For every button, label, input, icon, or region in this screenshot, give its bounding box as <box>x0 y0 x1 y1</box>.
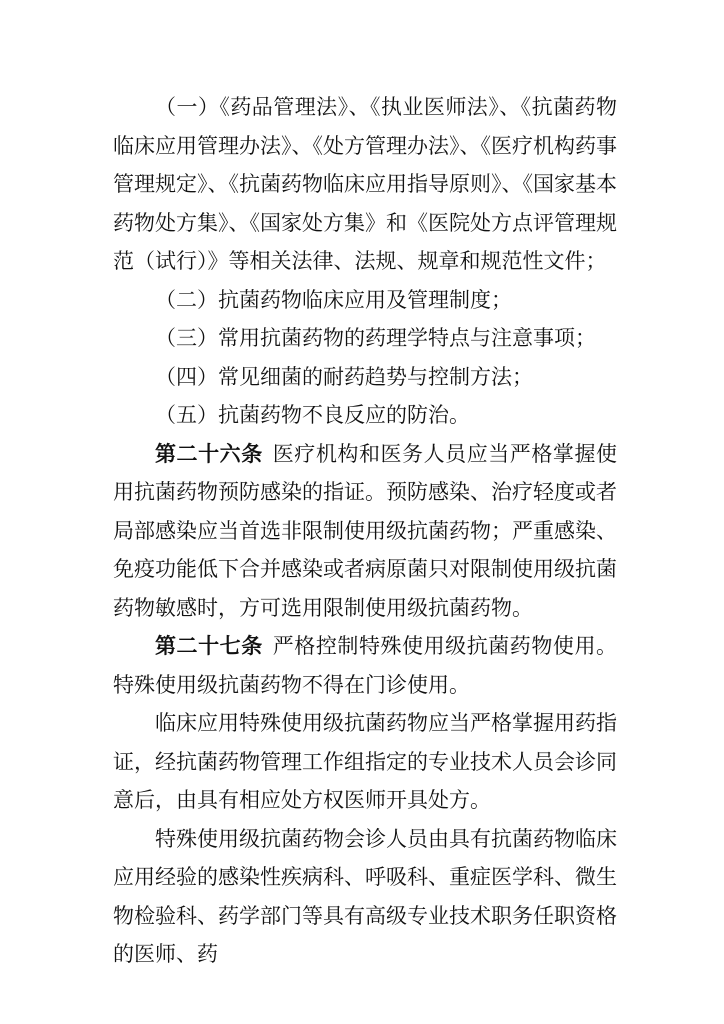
paragraph-item-4 <box>113 358 617 397</box>
document-body <box>113 88 617 974</box>
article-26-paragraph <box>113 435 617 628</box>
paragraph-text: （五）抗菌药物不良反应的防治。 <box>155 403 470 427</box>
article-26-heading: 第二十六条 <box>155 441 263 466</box>
paragraph-text: 医疗机构和医务人员应当严格掌握使用抗菌药物预防感染的指证。预防感染、治疗轻度或者局部感染应当首选非限制使用级抗菌药物；严重感染、免疫功能低下合并感染或者病原菌只对限制使用级抗菌药物敏感时，方可选用限制使用级抗菌药物。 <box>113 441 617 620</box>
paragraph-text: 临床应用特殊使用级抗菌药物应当严格掌握用药指证，经抗菌药物管理工作组指定的专业技术人员会诊同意后，由具有相应处方权医师开具处方。 <box>113 711 617 812</box>
paragraph-text: 特殊使用级抗菌药物会诊人员由具有抗菌药物临床应用经验的感染性疾病科、呼吸科、重症医学科、微生物检验科、药学部门等具有高级专业技术职务任职资格的医师、药 <box>113 826 617 966</box>
paragraph-text: 严格控制特殊使用级抗菌药物使用。特殊使用级抗菌药物不得在门诊使用。 <box>113 634 617 697</box>
paragraph-item-2 <box>113 281 617 320</box>
paragraph-text: （二）抗菌药物临床应用及管理制度； <box>155 287 512 312</box>
paragraph-item-3 <box>113 319 617 358</box>
paragraph-text: （一）《药品管理法》、《执业医师法》、《抗菌药物临床应用管理办法》、《处方管理办法》、《医疗机构药事管理规定》、《抗菌药物临床应用指导原则》、《国家基本药物处方集》、《国家处方集》和《医院处方点评管理规范（试行）》等相关法律、法规、规章和规范性文件； <box>113 95 617 273</box>
paragraph-text: （四）常见细菌的耐药趋势与控制方法； <box>155 364 533 389</box>
article-27-heading: 第二十七条 <box>155 634 263 658</box>
paragraph-text: （三）常用抗菌药物的药理学特点与注意事项； <box>155 326 596 350</box>
paragraph-item-8 <box>113 704 617 820</box>
paragraph-item-5 <box>113 396 617 435</box>
article-27-paragraph <box>113 627 617 704</box>
paragraph-item-1 <box>113 88 617 281</box>
paragraph-item-9 <box>113 820 617 974</box>
